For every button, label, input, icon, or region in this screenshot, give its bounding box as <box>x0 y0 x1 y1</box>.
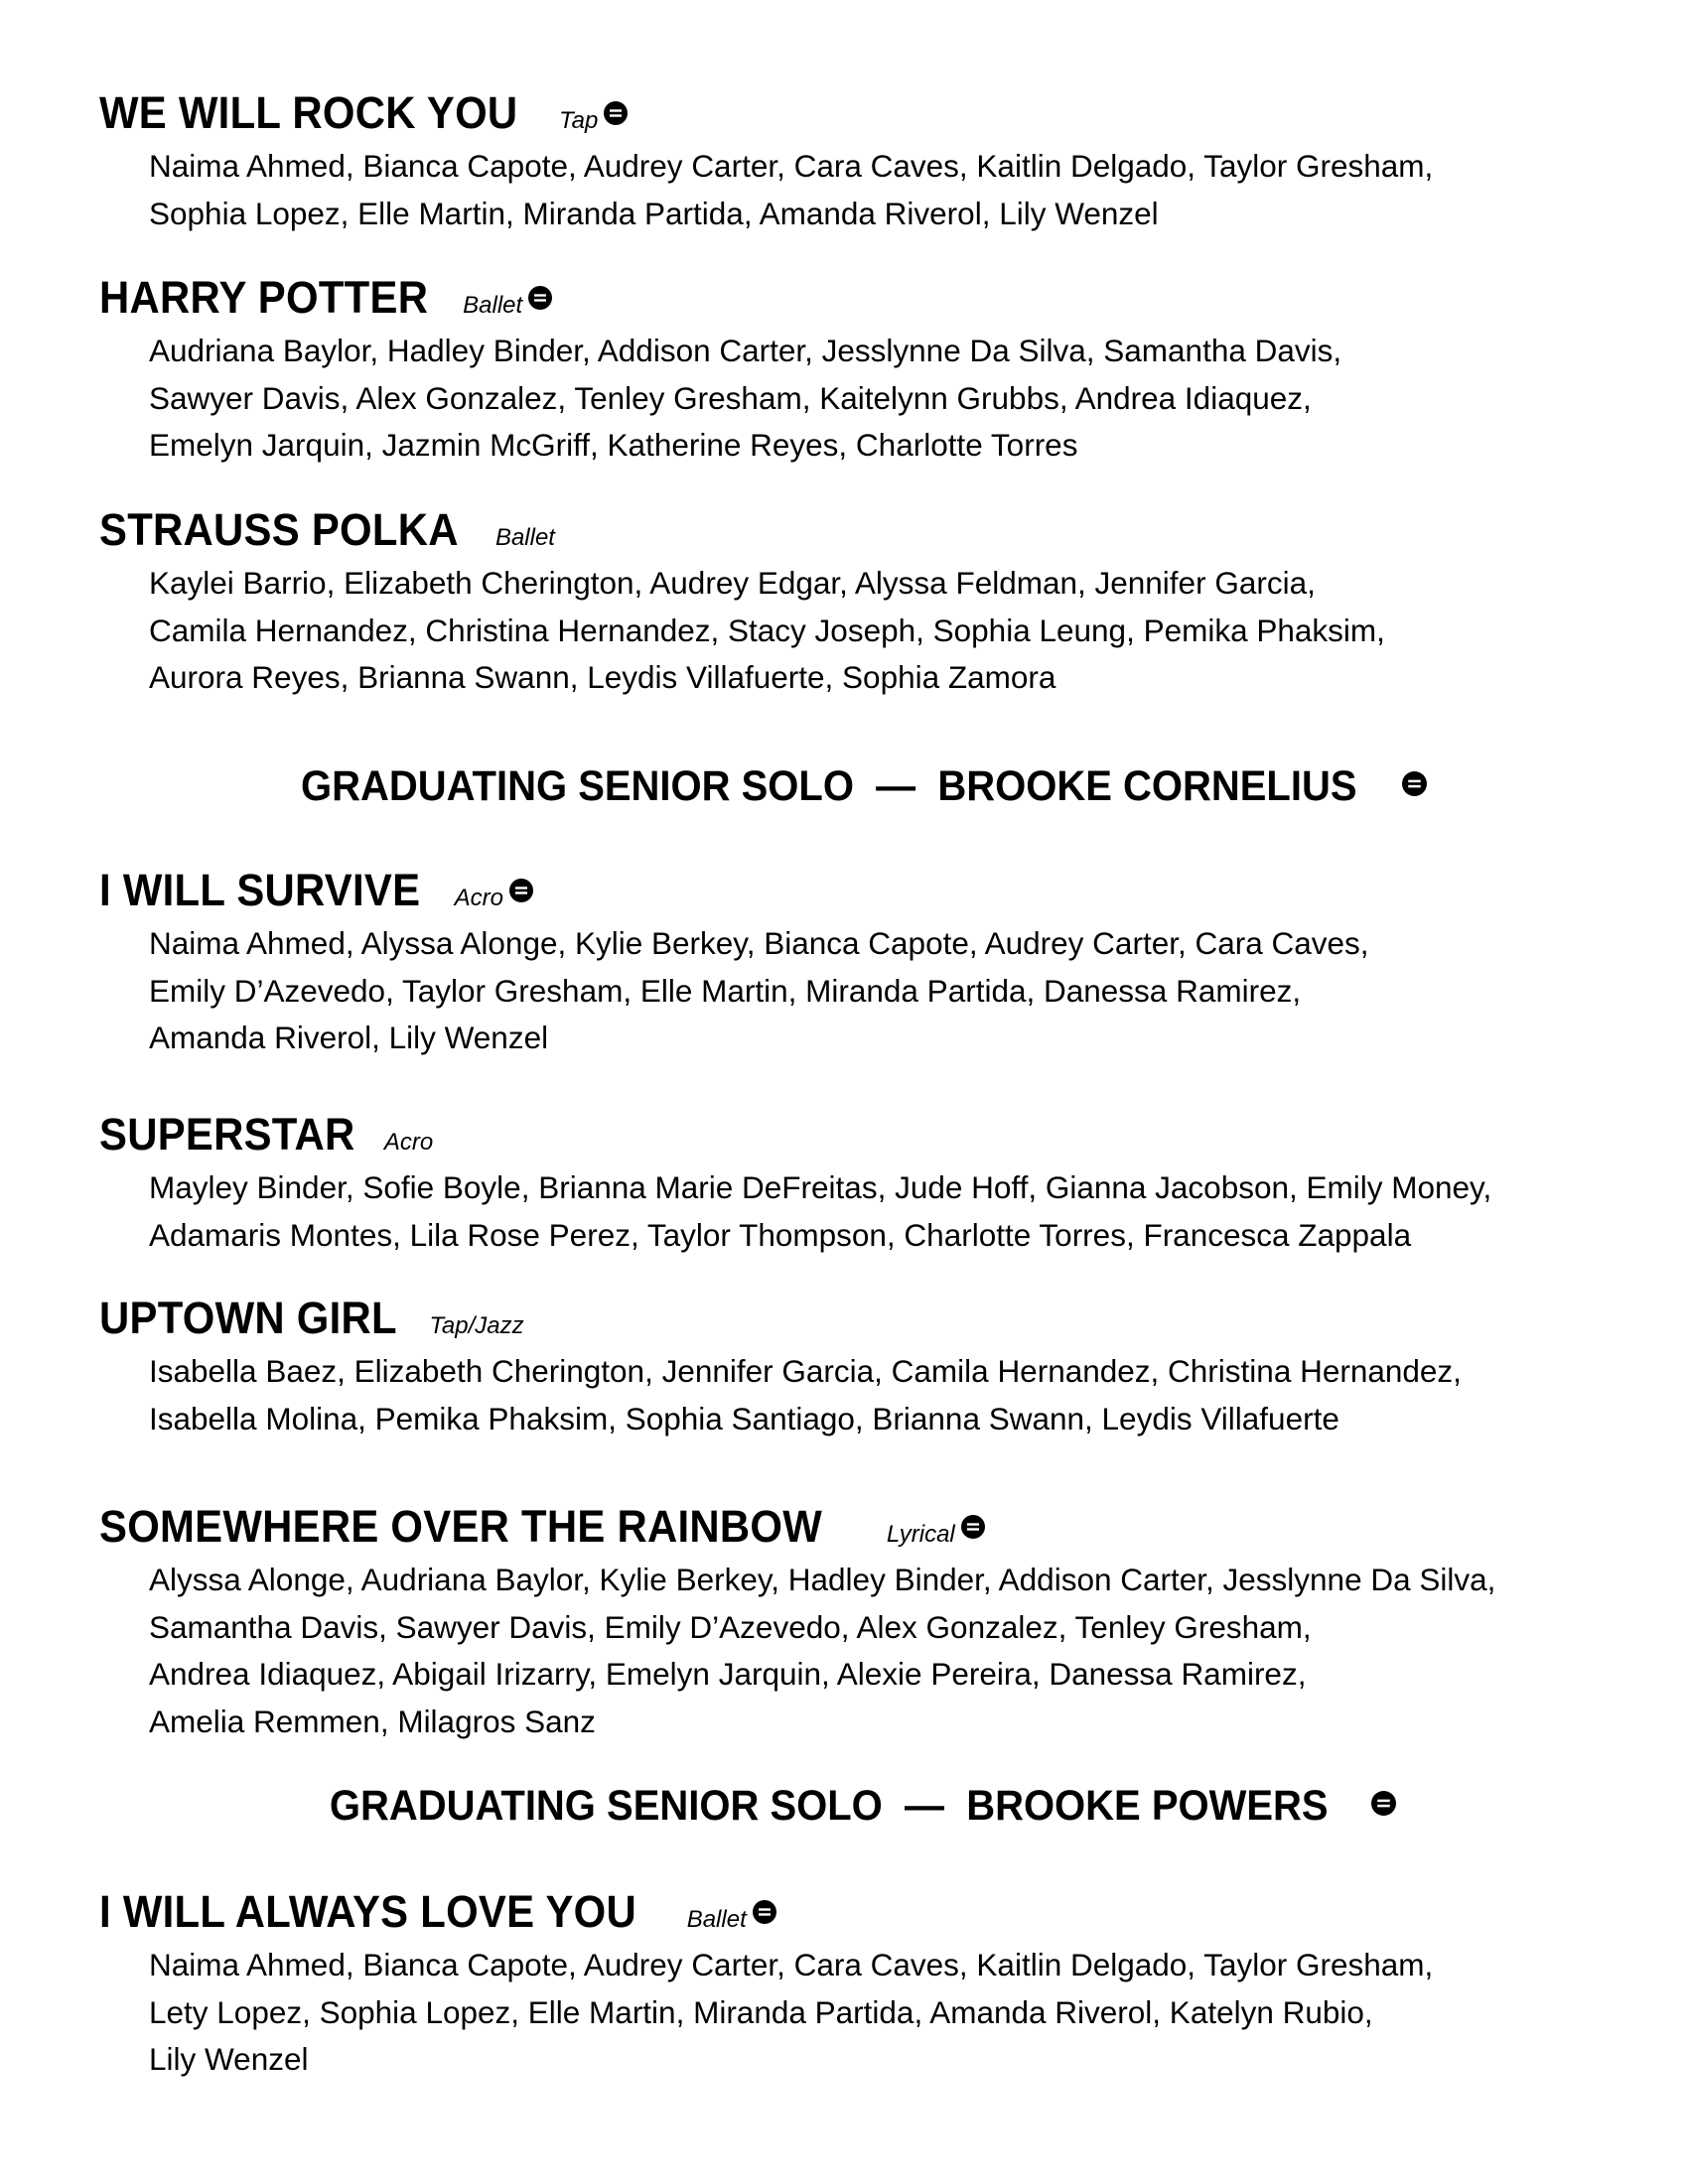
dancer-line: Sawyer Davis, Alex Gonzalez, Tenley Gresham, Kaitelynn Grubbs, Andrea Idiaquez, <box>149 379 1312 416</box>
routine-title: STRAUSS POLKA <box>99 504 459 555</box>
dancer-line: Sophia Lopez, Elle Martin, Miranda Partida, Amanda Riverol, Lily Wenzel <box>149 195 1159 231</box>
routine-title: SUPERSTAR <box>99 1109 355 1160</box>
circle-minus-icon <box>1371 1791 1396 1816</box>
routine-uptown-girl <box>99 1293 1609 1442</box>
dancer-list <box>149 1942 1609 2084</box>
senior-solo-heading <box>0 1782 1688 1831</box>
senior-solo-heading <box>0 762 1688 811</box>
dancer-line: Andrea Idiaquez, Abigail Irizarry, Emelyn Jarquin, Alexie Pereira, Danessa Ramirez, <box>149 1656 1307 1692</box>
routine-somewhere-over-the-rainbow <box>99 1501 1609 1745</box>
routine-header <box>99 272 1609 328</box>
routine-style: Lyrical <box>886 1521 955 1548</box>
dancer-line: Alyssa Alonge, Audriana Baylor, Kylie Berkey, Hadley Binder, Addison Carter, Jesslynne Da Silva, <box>149 1562 1496 1597</box>
dancer-list <box>149 920 1609 1062</box>
dancer-line: Emelyn Jarquin, Jazmin McGriff, Katherine Reyes, Charlotte Torres <box>149 427 1078 463</box>
routine-title: WE WILL ROCK YOU <box>99 87 518 138</box>
routine-harry-potter <box>99 272 1609 470</box>
routine-style: Ballet <box>463 292 523 319</box>
dancer-line: Samantha Davis, Sawyer Davis, Emily D’Azevedo, Alex Gonzalez, Tenley Gresham, <box>149 1608 1312 1645</box>
routine-style: Acro <box>454 885 503 911</box>
routine-header <box>99 87 1609 143</box>
routine-i-will-survive <box>99 865 1609 1062</box>
routine-title: SOMEWHERE OVER THE RAINBOW <box>99 1501 823 1552</box>
dancer-list <box>149 1164 1609 1259</box>
routine-style: Tap <box>559 107 599 134</box>
circle-minus-icon <box>604 101 628 125</box>
dancer-list <box>149 560 1609 702</box>
routine-header <box>99 1886 1609 1942</box>
dancer-line: Lily Wenzel <box>149 2041 309 2077</box>
routine-header <box>99 1293 1609 1348</box>
dancer-list <box>149 1557 1609 1745</box>
dancer-list <box>149 328 1609 470</box>
senior-solo-text: GRADUATING SENIOR SOLO — BROOKE POWERS <box>329 1782 1329 1830</box>
routine-style: Acro <box>383 1129 434 1156</box>
circle-minus-icon <box>961 1515 985 1539</box>
routine-style: Ballet <box>494 524 555 551</box>
circle-minus-icon <box>1402 771 1427 796</box>
dancer-line: Aurora Reyes, Brianna Swann, Leydis Villafuerte, Sophia Zamora <box>149 659 1056 695</box>
routine-style: Tap/Jazz <box>429 1312 524 1339</box>
routine-header <box>99 504 1609 560</box>
dancer-line: Lety Lopez, Sophia Lopez, Elle Martin, Miranda Partida, Amanda Riverol, Katelyn Rubio, <box>149 1993 1373 2030</box>
routine-title: UPTOWN GIRL <box>99 1293 397 1343</box>
dancer-line: Audriana Baylor, Hadley Binder, Addison Carter, Jesslynne Da Silva, Samantha Davis, <box>149 333 1342 368</box>
routine-we-will-rock-you <box>99 87 1609 237</box>
dancer-line: Naima Ahmed, Bianca Capote, Audrey Carter, Cara Caves, Kaitlin Delgado, Taylor Gresham, <box>149 148 1434 184</box>
dancer-line: Naima Ahmed, Bianca Capote, Audrey Carter, Cara Caves, Kaitlin Delgado, Taylor Gresham, <box>149 1947 1434 1982</box>
dancer-line: Naima Ahmed, Alyssa Alonge, Kylie Berkey, Bianca Capote, Audrey Carter, Cara Caves, <box>149 925 1369 961</box>
routine-title: I WILL SURVIVE <box>99 865 421 915</box>
dancer-line: Isabella Baez, Elizabeth Cherington, Jennifer Garcia, Camila Hernandez, Christina Hernandez, <box>149 1353 1462 1389</box>
routine-superstar <box>99 1109 1609 1259</box>
routine-strauss-polka <box>99 504 1609 702</box>
routine-header <box>99 1109 1609 1164</box>
circle-minus-icon <box>753 1900 776 1924</box>
routine-i-will-always-love-you <box>99 1886 1609 2084</box>
dancer-line: Adamaris Montes, Lila Rose Perez, Taylor Thompson, Charlotte Torres, Francesca Zappala <box>149 1216 1412 1253</box>
routine-header <box>99 865 1609 920</box>
dancer-list <box>149 143 1609 237</box>
dancer-line: Emily D’Azevedo, Taylor Gresham, Elle Martin, Miranda Partida, Danessa Ramirez, <box>149 972 1302 1009</box>
dancer-line: Amelia Remmen, Milagros Sanz <box>149 1703 596 1739</box>
dancer-line: Kaylei Barrio, Elizabeth Cherington, Audrey Edgar, Alyssa Feldman, Jennifer Garcia, <box>149 565 1316 601</box>
dancer-line: Camila Hernandez, Christina Hernandez, Stacy Joseph, Sophia Leung, Pemika Phaksim, <box>149 612 1385 648</box>
dancer-list <box>149 1348 1609 1442</box>
circle-minus-icon <box>528 286 552 310</box>
dancer-line: Amanda Riverol, Lily Wenzel <box>149 1020 549 1055</box>
senior-solo-text: GRADUATING SENIOR SOLO — BROOKE CORNELIUS <box>300 762 1357 810</box>
routine-header <box>99 1501 1609 1557</box>
routine-title: I WILL ALWAYS LOVE YOU <box>99 1886 636 1937</box>
circle-minus-icon <box>509 879 533 902</box>
routine-style: Ballet <box>686 1906 747 1933</box>
routine-title: HARRY POTTER <box>99 272 429 323</box>
dancer-line: Isabella Molina, Pemika Phaksim, Sophia Santiago, Brianna Swann, Leydis Villafuerte <box>149 1400 1339 1436</box>
dancer-line: Mayley Binder, Sofie Boyle, Brianna Marie DeFreitas, Jude Hoff, Gianna Jacobson, Emily Money, <box>149 1169 1492 1205</box>
